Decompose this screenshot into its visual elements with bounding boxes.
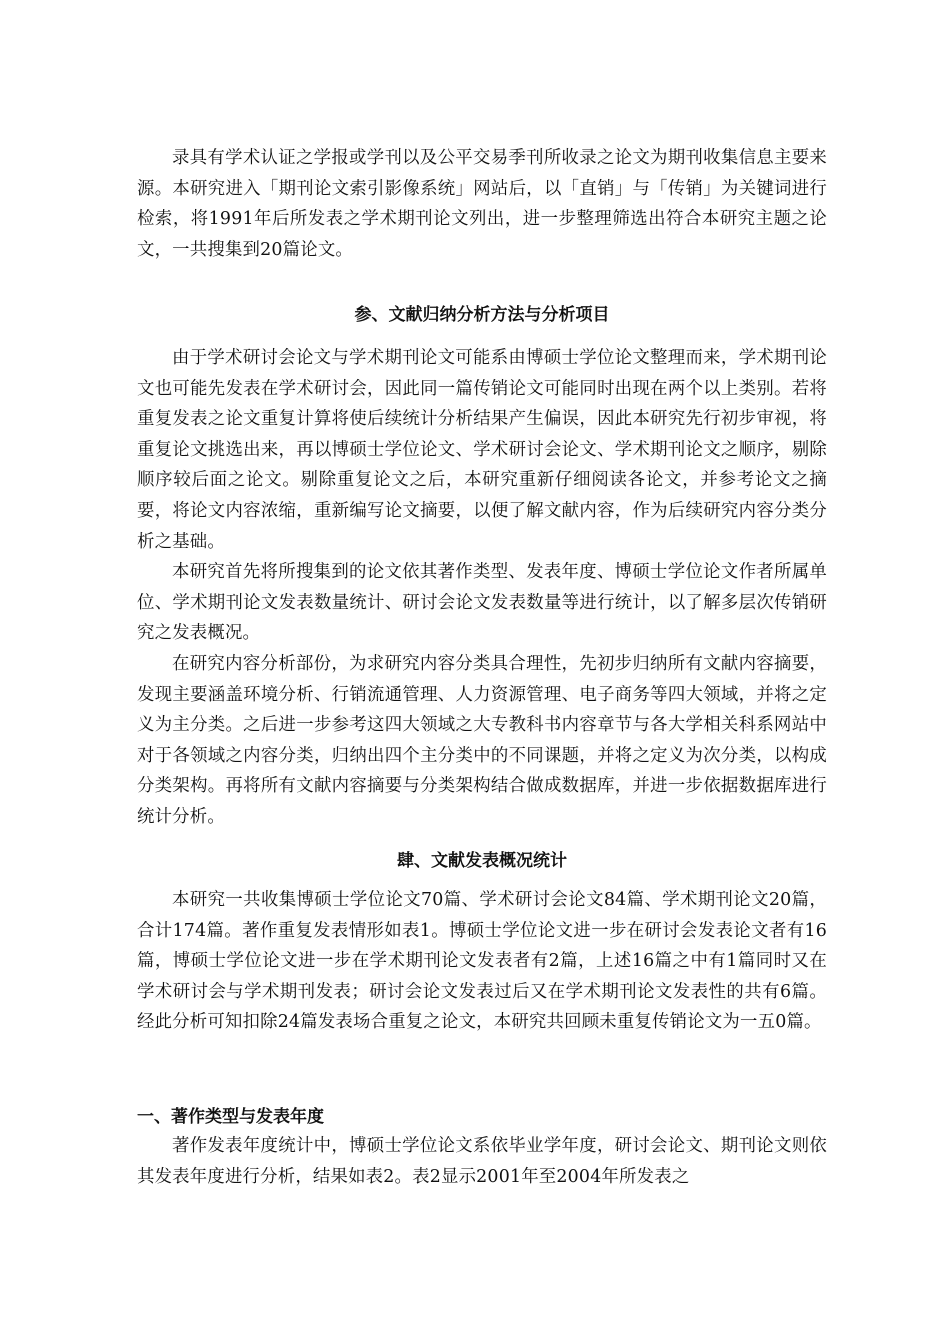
body-paragraph: 在研究内容分析部份，为求研究内容分类具合理性，先初步归纳所有文献内容摘要，发现主要涵盖环境分析、行销流通管理、人力资源管理、电子商务等四大领域，并将之定义为主分类。之后进一步参考这四大领域之大专教科书内容章节与各大学相关科系网站中对于各领域之内容分类，归纳出四个主分类中的不同课题，并将之定义为次分类，以构成分类架构。再将所有文献内容摘要与分类架构结合做成数据库，并进一步依据数据库进行统计分析。 — [137, 653, 827, 827]
opening-paragraph-block — [137, 143, 827, 265]
subsection-heading: 一、著作类型与发表年度 — [137, 1107, 324, 1127]
body-paragraph: 著作发表年度统计中，博硕士学位论文系依毕业学年度，研讨会论文、期刊论文则依其发表年度进行分析，结果如表2。表2显示2001年至2004年所发表之 — [137, 1136, 827, 1187]
section-heading: 参、文献归纳分析方法与分析项目 — [354, 305, 610, 325]
section4-body — [137, 885, 827, 1038]
section3-body — [137, 343, 827, 833]
section-heading: 肆、文献发表概况统计 — [397, 851, 567, 871]
subsection1-body — [137, 1131, 827, 1192]
body-paragraph: 本研究首先将所搜集到的论文依其著作类型、发表年度、博硕士学位论文作者所属单位、学术期刊论文发表数量统计、研讨会论文发表数量等进行统计，以了解多层次传销研究之发表概况。 — [137, 562, 827, 644]
body-paragraph: 本研究一共收集博硕士学位论文70篇、学术研讨会论文84篇、学术期刊论文20篇，合计174篇。著作重复发表情形如表1。博硕士学位论文进一步在研讨会发表论文者有16篇，博硕士学位论文进一步在学术期刊论文发表者有2篇，上述16篇之中有1篇同时又在学术研讨会与学术期刊发表；研讨会论文发表过后又在学术期刊论文发表性的共有6篇。经此分析可知扣除24篇发表场合重复之论文，本研究共回顾未重复传销论文为一五0篇。 — [137, 890, 827, 1033]
body-paragraph: 由于学术研讨会论文与学术期刊论文可能系由博硕士学位论文整理而来，学术期刊论文也可能先发表在学术研讨会，因此同一篇传销论文可能同时出现在两个以上类别。若将重复发表之论文重复计算将使后续统计分析结果产生偏误，因此本研究先行初步审视，将重复论文挑选出来，再以博硕士学位论文、学术研讨会论文、学术期刊论文之顺序，剔除顺序较后面之论文。剔除重复论文之后，本研究重新仔细阅读各论文，并参考论文之摘要，将论文内容浓缩，重新编写论文摘要，以便了解文献内容，作为后续研究内容分类分析之基础。 — [137, 348, 827, 552]
body-paragraph: 录具有学术认证之学报或学刊以及公平交易季刊所收录之论文为期刊收集信息主要来源。本研究进入「期刊论文索引影像系统」网站后，以「直销」与「传销」为关键词进行检索，将1991年后所发表之学术期刊论文列出，进一步整理筛选出符合本研究主题之论文，一共搜集到20篇论文。 — [137, 148, 827, 260]
